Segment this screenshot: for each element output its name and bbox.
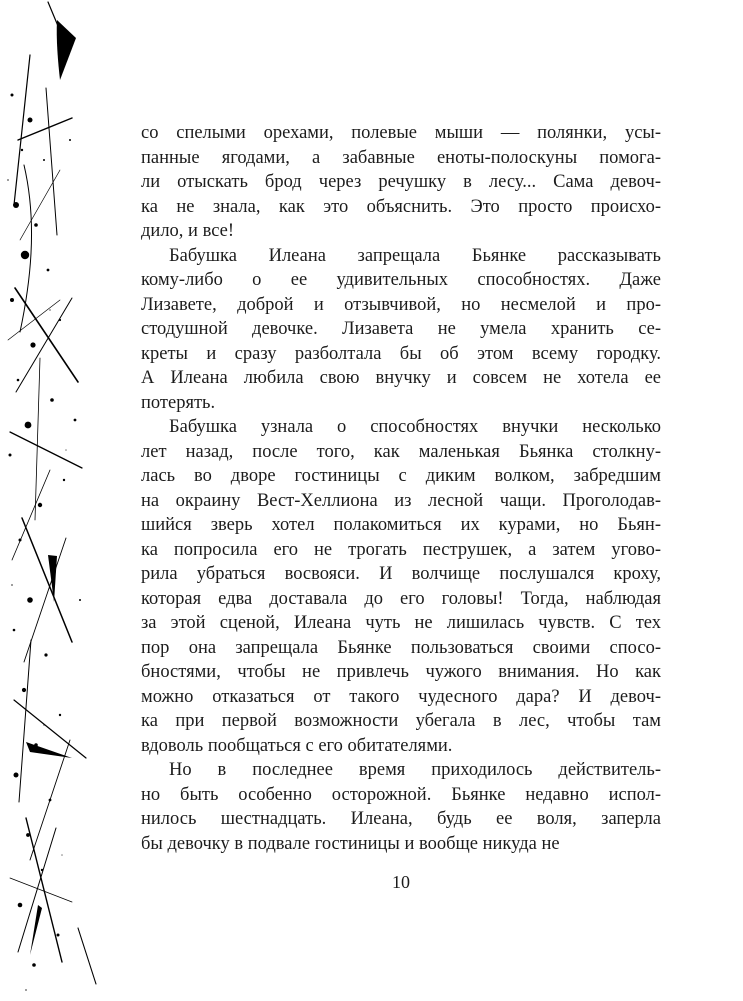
text-line: бы девочку в подвале гостиницы и вообще никуда не — [141, 833, 560, 854]
text-line: ка при первой возможности убегала в лес, чтобы там — [141, 711, 661, 731]
text-line: можно отказаться от такого чудесного дара? И девоч- — [141, 686, 661, 707]
text-line: нилось шестнадцать. Илеана, будь ее воля, заперла — [141, 809, 661, 829]
text-line: лет назад, после того, как маленькая Бьянка столкну- — [141, 441, 661, 462]
text-line: дило, и все! — [141, 221, 235, 241]
text-line: пор она запрещала Бьянке пользоваться своими спосо- — [141, 637, 661, 658]
text-line: шийся зверь хотел полакомиться их курами, но Бьян- — [141, 515, 661, 535]
text-line: Но в последнее время приходилось действитель- — [169, 760, 661, 780]
text-line: Бабушка узнала о способностях внучки несколько — [169, 417, 661, 437]
text-line: за этой сценой, Илеана чуть не лишилась чувств. С тех — [141, 613, 661, 633]
text-line: А Илеана любила свою внучку и совсем не хотела ее — [141, 368, 661, 388]
text-line: бностями, чтобы не привлечь чужого внимания. Но как — [141, 662, 661, 682]
text-line: ка не знала, как это объяснить. Это просто происхо- — [141, 196, 661, 217]
text-line: Лизавете, доброй и отзывчивой, но несмелой и про- — [141, 294, 661, 315]
text-line: креты и сразу разболтала бы об этом всему городку. — [141, 343, 661, 364]
paragraph — [141, 758, 661, 856]
text-block — [141, 121, 661, 856]
text-line: которая едва доставала до его головы! Тогда, наблюдая — [141, 588, 661, 609]
text-line: Бабушка Илеана запрещала Бьянке рассказывать — [169, 245, 661, 266]
paragraph — [141, 121, 661, 244]
text-line: стодушной девочке. Лизавета не умела хранить се- — [141, 319, 661, 339]
text-line: панные ягодами, а забавные еноты-полоскуны помога- — [141, 147, 661, 168]
text-line: на окраину Вест-Хеллиона из лесной чащи. Проголодав- — [141, 490, 661, 511]
text-line: кому-либо о ее удивительных способностях. Даже — [141, 270, 661, 290]
text-line: со спелыми орехами, полевые мыши — полянки, усы- — [141, 123, 661, 143]
text-line: потерять. — [141, 392, 216, 413]
text-line: ли отыскать брод через речушку в лесу... Сама девоч- — [141, 172, 661, 192]
text-line: ка попросила его не трогать пеструшек, а затем угово- — [141, 539, 661, 560]
page-number: 10 — [392, 872, 410, 892]
text-line: вдоволь пообщаться с его обитателями. — [141, 735, 453, 756]
text-line: но быть особенно осторожной. Бьянке недавно испол- — [141, 784, 661, 805]
text-line: рила убраться восвояси. И волчище послушался кроху, — [141, 564, 661, 584]
text-line: лась во дворе гостиницы с диким волком, забредшим — [141, 466, 661, 486]
paragraph — [141, 244, 661, 416]
ink-scratch-margin-artwork — [0, 0, 135, 1001]
paragraph — [141, 415, 661, 758]
